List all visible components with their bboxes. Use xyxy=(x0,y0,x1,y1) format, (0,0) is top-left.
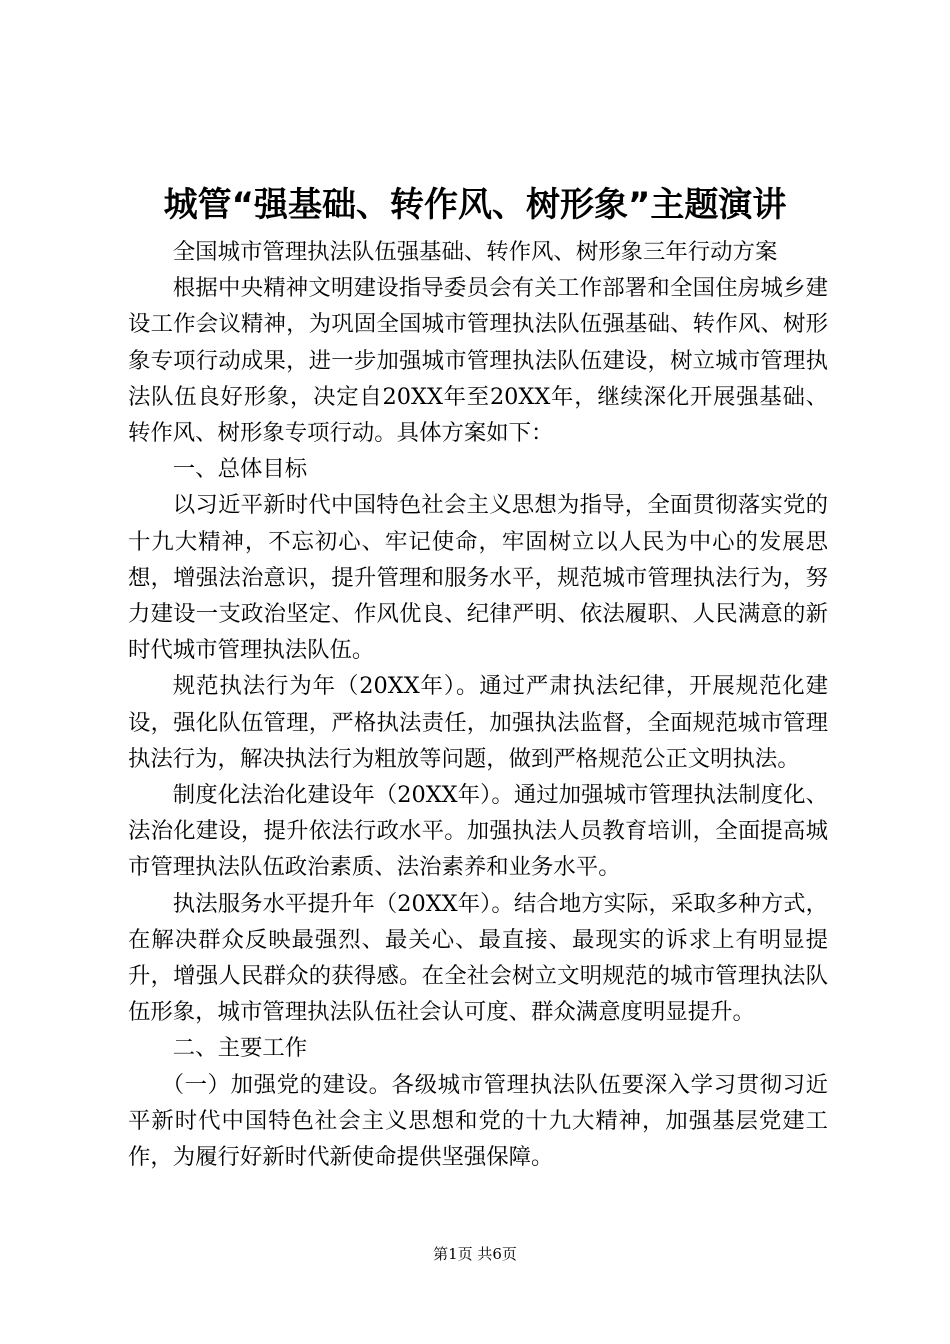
page-footer: 第1页 共6页 xyxy=(433,1245,517,1263)
paragraph-guiding-thought: 以习近平新时代中国特色社会主义思想为指导，全面贯彻落实党的十九大精神，不忘初心、牢记使命，牢固树立以人民为中心的发展思想，增强法治意识，提升管理和服务水平，规范城市管理执法行为，努力建设一支政治坚定、作风优良、纪律严明、依法履职、人民满意的新时代城市管理执法队伍。 xyxy=(128,492,828,664)
paragraph-year-one: 规范执法行为年（20XX年）。通过严肃执法纪律，开展规范化建设，强化队伍管理，严格执法责任，加强执法监督，全面规范城市管理执法行为，解决执法行为粗放等问题，做到严格规范公正文明执法。 xyxy=(128,673,828,772)
section-heading-overall-goal: 一、总体目标 xyxy=(172,456,308,483)
paragraph-plan-title: 全国城市管理执法队伍强基础、转作风、树形象三年行动方案 xyxy=(172,239,778,265)
paragraph-year-two: 制度化法治化建设年（20XX年）。通过加强城市管理执法制度化、法治化建设，提升依法行政水平。加强执法人员教育培训，全面提高城市管理执法队伍政治素质、法治素养和业务水平。 xyxy=(128,782,828,881)
document-title: 城管“强基础、转作风、树形象”主题演讲 xyxy=(163,185,787,225)
paragraph-intro: 根据中央精神文明建设指导委员会有关工作部署和全国住房城乡建设工作会议精神，为巩固全国城市管理执法队伍强基础、转作风、树形象专项行动成果，进一步加强城市管理执法队伍建设，树立城市管理执法队伍良好形象，决定自20XX年至20XX年，继续深化开展强基础、转作风、树形象专项行动。具体方案如下： xyxy=(128,275,828,447)
section-heading-main-work: 二、主要工作 xyxy=(172,1035,308,1062)
paragraph-year-three: 执法服务水平提升年（20XX年）。结合地方实际，采取多种方式，在解决群众反映最强烈、最关心、最直接、最现实的诉求上有明显提升，增强人民群众的获得感。在全社会树立文明规范的城市管理执法队伍形象，城市管理执法队伍社会认可度、群众满意度明显提升。 xyxy=(128,890,828,1026)
paragraph-party-building: （一）加强党的建设。各级城市管理执法队伍要深入学习贯彻习近平新时代中国特色社会主义思想和党的十九大精神，加强基层党建工作，为履行好新时代新使命提供坚强保障。 xyxy=(128,1071,828,1171)
document-body xyxy=(128,234,828,1175)
